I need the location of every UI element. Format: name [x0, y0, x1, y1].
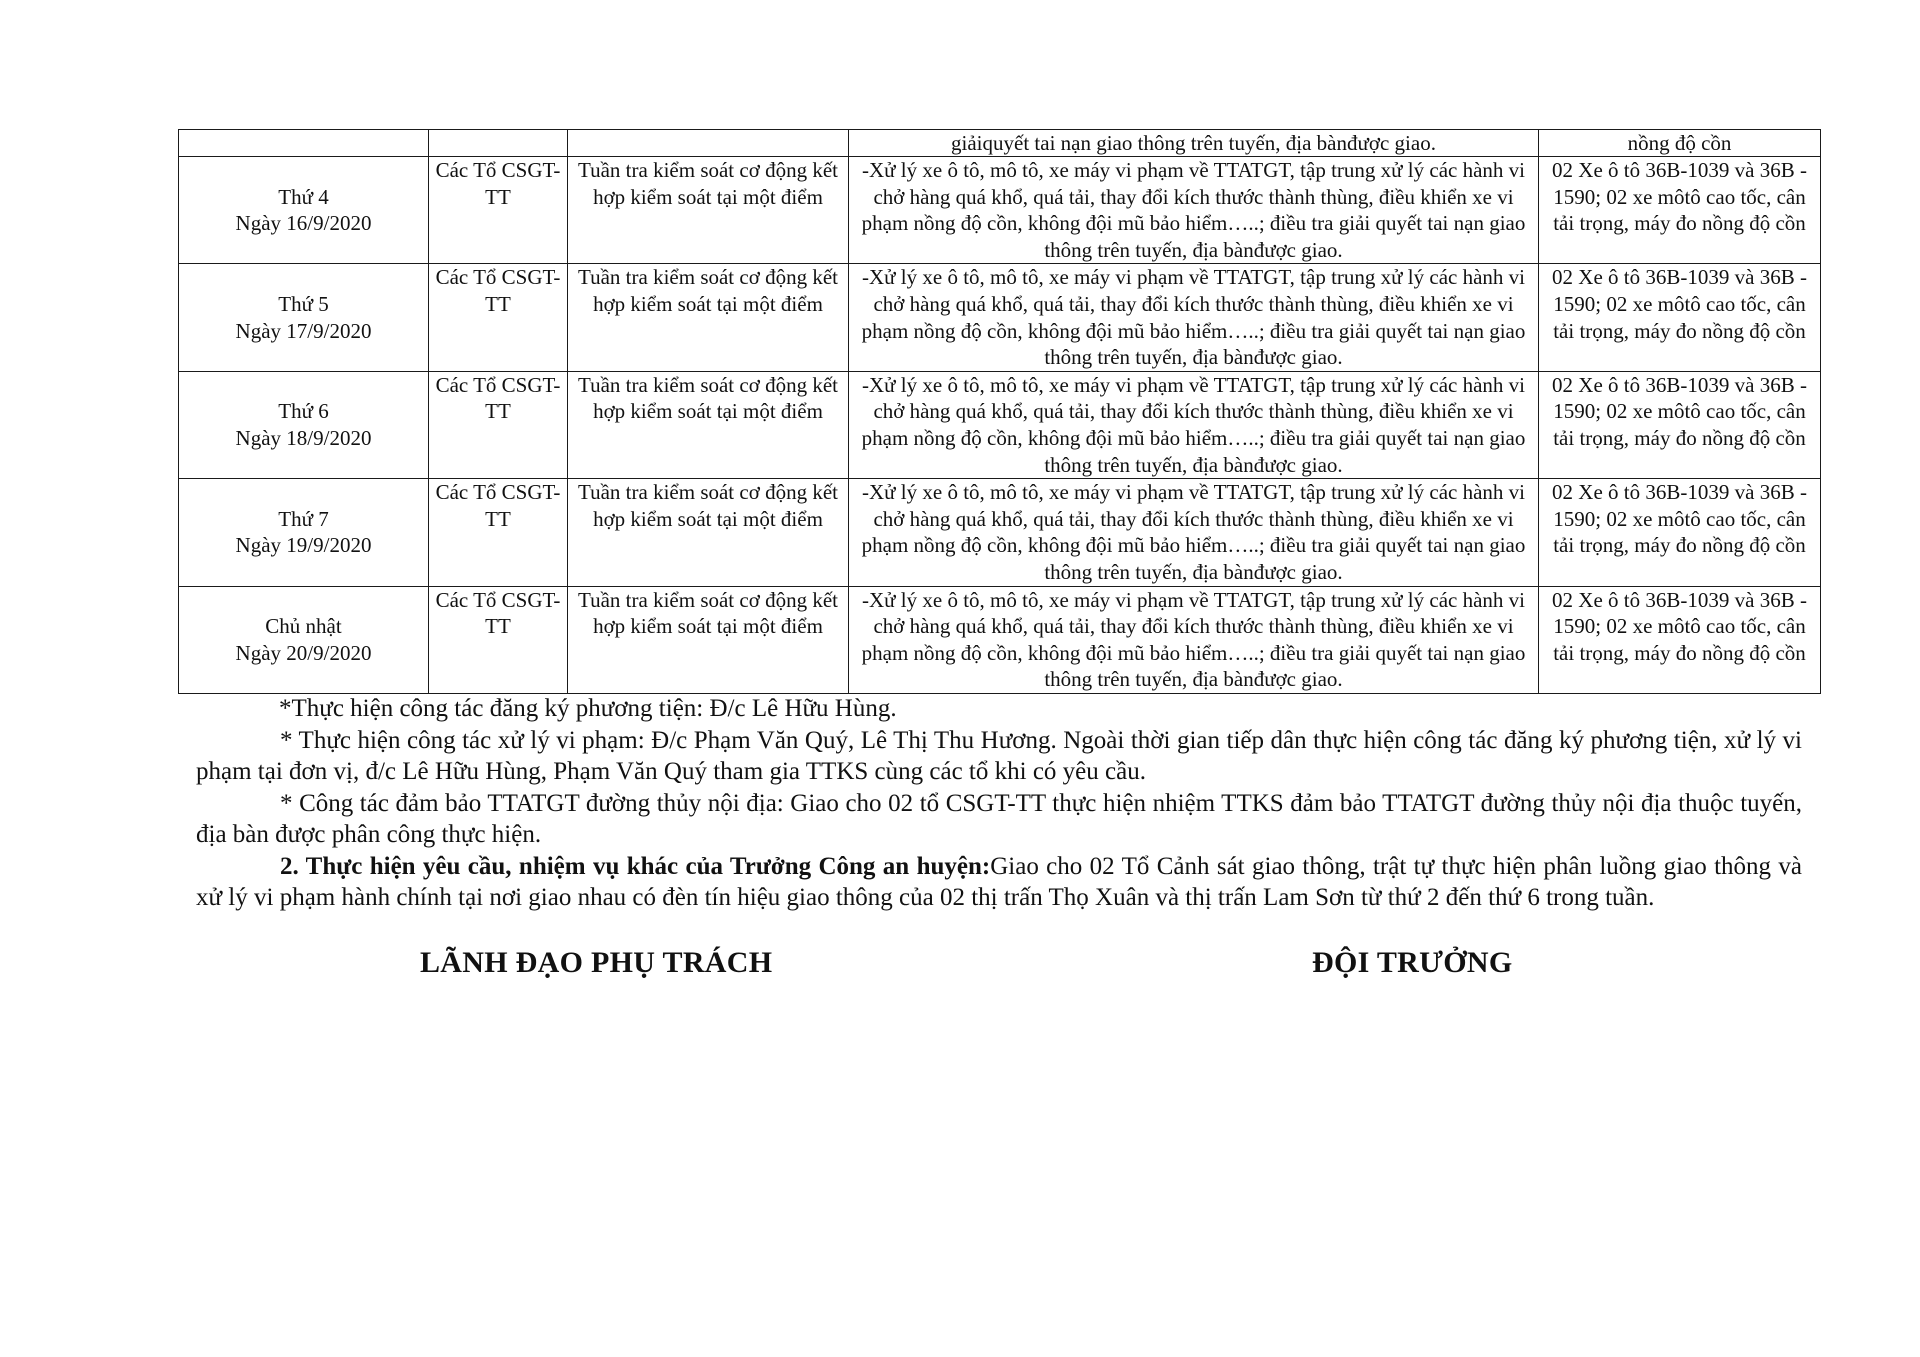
day-name: Thứ 7: [278, 506, 329, 531]
table-row: [179, 479, 1821, 586]
table-cell-day: [179, 371, 429, 478]
day-name: Thứ 4: [278, 184, 329, 209]
table-cell-method: Tuần tra kiểm soát cơ động kết hợp kiểm soát tại một điểm: [568, 157, 849, 264]
table-cell-method: Tuần tra kiểm soát cơ động kết hợp kiểm soát tại một điểm: [568, 371, 849, 478]
table-row: [179, 157, 1821, 264]
signature-left-title: LÃNH ĐẠO PHỤ TRÁCH: [420, 946, 773, 979]
table-row: [179, 264, 1821, 371]
table-cell-unit: Các Tổ CSGT-TT: [429, 479, 568, 586]
table-cell-task: -Xử lý xe ô tô, mô tô, xe máy vi phạm về TTATGT, tập trung xử lý các hành vi chở hàng quá khổ, quá tải, thay đổi kích thước thành thùng, điều khiển xe vi phạm nồng độ cồn, không đội mũ bảo hiểm…..; điều tra giải quyết tai nạn giao thông trên tuyến, địa bànđược giao.: [849, 479, 1539, 586]
day-name: Thứ 6: [278, 399, 329, 424]
day-date: Ngày 18/9/2020: [235, 425, 372, 450]
table-cell-equipment: 02 Xe ô tô 36B-1039 và 36B - 1590; 02 xe môtô cao tốc, cân tải trọng, máy đo nồng độ cồn: [1539, 479, 1821, 586]
table-cell-unit: Các Tổ CSGT-TT: [429, 586, 568, 693]
table-cell-day: [179, 479, 429, 586]
table-cell-task: -Xử lý xe ô tô, mô tô, xe máy vi phạm về TTATGT, tập trung xử lý các hành vi chở hàng quá khổ, quá tải, thay đổi kích thước thành thùng, điều khiển xe vi phạm nồng độ cồn, không đội mũ bảo hiểm…..; điều tra giải quyết tai nạn giao thông trên tuyến, địa bànđược giao.: [849, 157, 1539, 264]
table-cell-unit: Các Tổ CSGT-TT: [429, 371, 568, 478]
table-cell-method: Tuần tra kiểm soát cơ động kết hợp kiểm soát tại một điểm: [568, 264, 849, 371]
table-cell-day: [179, 157, 429, 264]
table-cell-day: [179, 586, 429, 693]
note-waterway: * Công tác đảm bảo TTATGT đường thủy nội địa: Giao cho 02 tổ CSGT-TT thực hiện nhiệm TTKS đảm bảo TTATGT đường thủy nội địa thuộc tuyến, địa bàn được phân công thực hiện.: [196, 789, 1802, 848]
day-name: Thứ 5: [278, 291, 329, 316]
table-cell-equipment: 02 Xe ô tô 36B-1039 và 36B - 1590; 02 xe môtô cao tốc, cân tải trọng, máy đo nồng độ cồn: [1539, 371, 1821, 478]
table-cell-method: Tuần tra kiểm soát cơ động kết hợp kiểm soát tại một điểm: [568, 586, 849, 693]
table-cell-empty: [429, 130, 568, 157]
table-row: [179, 371, 1821, 478]
table-row: [179, 586, 1821, 693]
table-cell-unit: Các Tổ CSGT-TT: [429, 157, 568, 264]
day-date: Ngày 20/9/2020: [235, 640, 372, 665]
note-violations: * Thực hiện công tác xử lý vi phạm: Đ/c Phạm Văn Quý, Lê Thị Thu Hương. Ngoài thời gian tiếp dân thực hiện công tác đăng ký phương tiện, xử lý vi phạm tại đơn vị, đ/c Lê Hữu Hùng, Phạm Văn Quý tham gia TTKS cùng các tổ khi có yêu cầu.: [196, 726, 1802, 785]
notes-section: [196, 693, 1802, 914]
table-cell-task: -Xử lý xe ô tô, mô tô, xe máy vi phạm về TTATGT, tập trung xử lý các hành vi chở hàng quá khổ, quá tải, thay đổi kích thước thành thùng, điều khiển xe vi phạm nồng độ cồn, không đội mũ bảo hiểm…..; điều tra giải quyết tai nạn giao thông trên tuyến, địa bànđược giao.: [849, 586, 1539, 693]
section-2-paragraph: [196, 851, 1802, 914]
table-cell-equipment: 02 Xe ô tô 36B-1039 và 36B - 1590; 02 xe môtô cao tốc, cân tải trọng, máy đo nồng độ cồn: [1539, 264, 1821, 371]
table-row-continuation: [179, 130, 1821, 157]
table-cell-task: -Xử lý xe ô tô, mô tô, xe máy vi phạm về TTATGT, tập trung xử lý các hành vi chở hàng quá khổ, quá tải, thay đổi kích thước thành thùng, điều khiển xe vi phạm nồng độ cồn, không đội mũ bảo hiểm…..; điều tra giải quyết tai nạn giao thông trên tuyến, địa bànđược giao.: [849, 371, 1539, 478]
section-2-body: Giao cho 02 Tổ Cảnh sát giao thông, trật tự thực hiện phân luồng giao thông và xử lý vi phạm hành chính tại nơi giao nhau có đèn tín hiệu giao thông của 02 thị trấn Thọ Xuân và thị trấn Lam Sơn từ thứ 2 đến thứ 6 trong tuần.: [196, 852, 1802, 911]
table-cell-day: [179, 264, 429, 371]
table-cell-method: Tuần tra kiểm soát cơ động kết hợp kiểm soát tại một điểm: [568, 479, 849, 586]
table-cell-equipment: 02 Xe ô tô 36B-1039 và 36B - 1590; 02 xe môtô cao tốc, cân tải trọng, máy đo nồng độ cồn: [1539, 157, 1821, 264]
day-date: Ngày 19/9/2020: [235, 533, 372, 558]
signature-right-title: ĐỘI TRƯỞNG: [1312, 946, 1513, 979]
table-cell-unit: Các Tổ CSGT-TT: [429, 264, 568, 371]
table-cell-equipment: 02 Xe ô tô 36B-1039 và 36B - 1590; 02 xe môtô cao tốc, cân tải trọng, máy đo nồng độ cồn: [1539, 586, 1821, 693]
day-date: Ngày 16/9/2020: [235, 211, 372, 236]
day-name: Chủ nhật: [265, 614, 342, 639]
note-registration: *Thực hiện công tác đăng ký phương tiện: Đ/c Lê Hữu Hùng.: [279, 695, 897, 722]
table-cell-task: giảiquyết tai nạn giao thông trên tuyến, địa bànđược giao.: [849, 130, 1539, 157]
table-cell-empty: [568, 130, 849, 157]
table-cell-empty: [179, 130, 429, 157]
table-cell-equipment: nồng độ cồn: [1539, 130, 1821, 157]
schedule-table: [178, 129, 1821, 694]
day-date: Ngày 17/9/2020: [235, 318, 372, 343]
section-2-heading: 2. Thực hiện yêu cầu, nhiệm vụ khác của Trưởng Công an huyện:: [280, 852, 991, 880]
table-cell-task: -Xử lý xe ô tô, mô tô, xe máy vi phạm về TTATGT, tập trung xử lý các hành vi chở hàng quá khổ, quá tải, thay đổi kích thước thành thùng, điều khiển xe vi phạm nồng độ cồn, không đội mũ bảo hiểm…..; điều tra giải quyết tai nạn giao thông trên tuyến, địa bànđược giao.: [849, 264, 1539, 371]
